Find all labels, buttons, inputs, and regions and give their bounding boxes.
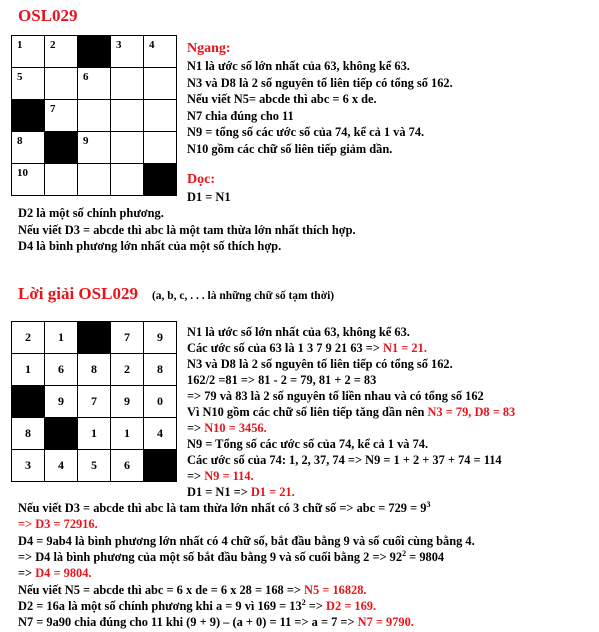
solution-header bbox=[18, 284, 334, 304]
grid-cell-black bbox=[144, 450, 177, 482]
solution-line bbox=[187, 468, 254, 484]
grid-cell bbox=[12, 132, 45, 164]
solution-answer: N5 = 16828. bbox=[304, 582, 367, 597]
solution-text-part: D2 = 16a là một số chính phương khi a = 9 vì 169 = 13 bbox=[18, 598, 302, 613]
solution-grid bbox=[11, 321, 177, 482]
grid-cell-black bbox=[78, 322, 111, 354]
grid-cell bbox=[12, 418, 45, 450]
grid-cell bbox=[78, 386, 111, 418]
solution-line bbox=[187, 372, 376, 388]
grid-cell bbox=[111, 322, 144, 354]
clue-line: D1 = N1 bbox=[187, 190, 231, 204]
grid-cell-black bbox=[144, 164, 177, 196]
solution-line bbox=[18, 598, 376, 614]
puzzle-title: OSL029 bbox=[18, 6, 78, 25]
solution-line bbox=[18, 582, 367, 598]
solution-answer: N7 = 9790. bbox=[357, 615, 414, 630]
solution-answer: D2 = 169. bbox=[326, 598, 377, 613]
solution-text-part: => bbox=[18, 566, 36, 581]
cell-number: 8 bbox=[17, 135, 23, 147]
cell-digit: 7 bbox=[91, 394, 97, 408]
grid-cell bbox=[144, 354, 177, 386]
solution-line bbox=[187, 356, 453, 372]
grid-cell bbox=[78, 100, 111, 132]
solution-text-part: = 9804 bbox=[406, 549, 445, 564]
cell-digit: 9 bbox=[157, 330, 163, 344]
solution-line bbox=[18, 549, 444, 565]
solution-line bbox=[187, 388, 484, 404]
solution-line bbox=[187, 484, 295, 500]
cell-digit: 9 bbox=[58, 394, 64, 408]
cell-digit: 7 bbox=[124, 330, 130, 344]
grid-row bbox=[12, 132, 177, 164]
clue-line: Nếu viết N5= abcde thì abc = 6 x de. bbox=[187, 92, 377, 106]
grid-row bbox=[12, 36, 177, 68]
superscript: 2 bbox=[301, 597, 306, 607]
grid-row bbox=[12, 386, 177, 418]
cell-number: 2 bbox=[50, 39, 56, 51]
solution-text-part: N3 và D8 là 2 số nguyên tố liên tiếp có tổng số 162. bbox=[187, 357, 453, 371]
cell-digit: 4 bbox=[157, 426, 163, 440]
grid-cell bbox=[111, 386, 144, 418]
solution-text-part: D4 = 9ab4 là bình phương lớn nhất có 4 chữ số, bắt đầu bằng 9 và số cuối cùng bằng 4. bbox=[18, 533, 475, 548]
solution-answer: N3 = 79, D8 = 83 bbox=[427, 405, 516, 419]
grid-cell bbox=[111, 68, 144, 100]
solution-text-part: Nếu viết N5 = abcde thì abc = 6 x de = 6 x 28 = 168 => bbox=[18, 582, 305, 597]
grid-cell bbox=[78, 354, 111, 386]
cell-number: 7 bbox=[50, 103, 56, 115]
solution-line bbox=[187, 340, 427, 356]
grid-cell bbox=[144, 322, 177, 354]
solution-text-part: => bbox=[187, 421, 205, 435]
solution-text-part: => bbox=[305, 598, 327, 613]
grid-cell-black bbox=[45, 418, 78, 450]
solution-line bbox=[18, 565, 92, 581]
cell-number: 4 bbox=[149, 39, 155, 51]
solution-text-part: N7 = 9a90 chia đúng cho 11 khi (9 + 9) – (a + 0) = 11 => a = 7 => bbox=[18, 615, 358, 630]
cell-digit: 2 bbox=[25, 330, 31, 344]
solution-text-part: Nếu viết D3 = abcde thì abc là tam thừa lớn nhất có 3 chữ số => abc = 729 = 9 bbox=[18, 501, 427, 515]
grid-row bbox=[12, 68, 177, 100]
grid-row bbox=[12, 418, 177, 450]
solution-text-part: N1 là ước số lớn nhất của 63, không kể 63. bbox=[187, 325, 410, 339]
grid-cell bbox=[45, 354, 78, 386]
grid-cell bbox=[78, 450, 111, 482]
cell-number: 5 bbox=[17, 71, 23, 83]
solution-text-part: Các ước số của 74: 1, 2, 37, 74 => N9 = 1 + 2 + 37 + 74 = 114 bbox=[187, 453, 502, 467]
cell-digit: 8 bbox=[25, 426, 31, 440]
solution-note: (a, b, c, . . . là những chữ số tạm thời) bbox=[151, 290, 335, 302]
grid-cell bbox=[12, 322, 45, 354]
clue-line: N7 chia đúng cho 11 bbox=[187, 108, 294, 123]
cell-number: 6 bbox=[83, 71, 89, 83]
solution-line bbox=[18, 614, 414, 630]
solution-line bbox=[187, 452, 502, 468]
grid-cell bbox=[111, 100, 144, 132]
grid-row bbox=[12, 164, 177, 196]
cell-digit: 5 bbox=[91, 458, 97, 472]
grid-cell bbox=[78, 418, 111, 450]
grid-cell bbox=[45, 100, 78, 132]
grid-cell bbox=[144, 68, 177, 100]
solution-text-part: => D4 là bình phương của một số bắt đầu bằng 9 và số cuối bằng 2 => 92 bbox=[18, 549, 403, 564]
cell-digit: 6 bbox=[58, 362, 64, 376]
clue-line: N9 = tổng số các ước số của 74, kể cả 1 và 74. bbox=[187, 125, 425, 139]
superscript: 2 bbox=[402, 548, 407, 558]
solution-answer: N10 = 3456. bbox=[204, 421, 267, 435]
solution-text-part: => bbox=[187, 469, 205, 483]
grid-cell bbox=[12, 164, 45, 196]
grid-cell bbox=[144, 36, 177, 68]
clue-line: N3 và D8 là 2 số nguyên tố liên tiếp có tổng số 162. bbox=[187, 75, 453, 90]
solution-text-part: 162/2 =81 => 81 - 2 = 79, 81 + 2 = 83 bbox=[187, 373, 377, 387]
solution-text-part: Vì N10 gồm các chữ số liên tiếp tăng dần nên bbox=[187, 405, 428, 419]
down-heading: Dọc: bbox=[187, 172, 215, 187]
cell-digit: 4 bbox=[58, 458, 64, 472]
solution-line bbox=[18, 533, 475, 549]
grid-cell bbox=[144, 132, 177, 164]
grid-cell bbox=[144, 418, 177, 450]
cell-number: 10 bbox=[17, 167, 28, 179]
clue-line: D4 là bình phương lớn nhất của một số thích hợp. bbox=[18, 239, 282, 253]
solution-line bbox=[18, 516, 98, 532]
grid-cell bbox=[111, 164, 144, 196]
grid-row bbox=[12, 354, 177, 386]
grid-cell bbox=[111, 354, 144, 386]
superscript: 3 bbox=[426, 499, 431, 509]
across-heading: Ngang: bbox=[187, 41, 231, 56]
grid-cell bbox=[144, 386, 177, 418]
grid-cell bbox=[45, 386, 78, 418]
cell-digit: 1 bbox=[91, 426, 97, 440]
grid-row bbox=[12, 100, 177, 132]
clue-line: D2 là một số chính phương. bbox=[18, 206, 164, 220]
grid-row bbox=[12, 450, 177, 482]
clue-line: N1 là ước số lớn nhất của 63, không kể 63. bbox=[187, 59, 410, 73]
solution-text-part: Các ước số của 63 là 1 3 7 9 21 63 => bbox=[187, 341, 384, 355]
grid-cell bbox=[45, 36, 78, 68]
grid-cell bbox=[78, 132, 111, 164]
grid-cell-black bbox=[12, 386, 45, 418]
grid-cell bbox=[111, 36, 144, 68]
clue-line: N10 gồm các chữ số liên tiếp giảm dần. bbox=[187, 141, 393, 156]
grid-cell-black bbox=[78, 36, 111, 68]
cell-digit: 1 bbox=[124, 426, 130, 440]
grid-cell bbox=[45, 450, 78, 482]
grid-cell bbox=[111, 418, 144, 450]
cell-digit: 8 bbox=[91, 362, 97, 376]
solution-text-part: N9 = Tổng số các ước số của 74, kể cả 1 và 74. bbox=[187, 437, 429, 451]
grid-cell bbox=[12, 450, 45, 482]
grid-cell bbox=[144, 100, 177, 132]
grid-cell bbox=[45, 164, 78, 196]
cell-number: 3 bbox=[116, 39, 122, 51]
cell-digit: 1 bbox=[25, 362, 31, 376]
grid-cell bbox=[111, 450, 144, 482]
solution-answer: D4 = 9804. bbox=[35, 566, 92, 581]
grid-cell bbox=[12, 68, 45, 100]
grid-cell-black bbox=[45, 132, 78, 164]
cell-number: 1 bbox=[17, 39, 23, 51]
solution-text-part: => 79 và 83 là 2 số nguyên tố liền nhau và có tổng số 162 bbox=[187, 389, 484, 403]
grid-cell bbox=[45, 68, 78, 100]
grid-cell bbox=[111, 132, 144, 164]
cell-digit: 8 bbox=[157, 362, 163, 376]
solution-line bbox=[187, 324, 410, 340]
cell-digit: 6 bbox=[124, 458, 130, 472]
grid-cell-black bbox=[12, 100, 45, 132]
solution-line bbox=[187, 436, 428, 452]
grid-cell bbox=[78, 68, 111, 100]
cell-digit: 3 bbox=[25, 458, 31, 472]
grid-cell bbox=[12, 354, 45, 386]
solution-line bbox=[187, 420, 267, 436]
cell-digit: 0 bbox=[157, 394, 163, 408]
grid-row bbox=[12, 322, 177, 354]
cell-digit: 2 bbox=[124, 362, 130, 376]
cell-digit: 9 bbox=[124, 394, 130, 408]
solution-title: Lời giải OSL029 bbox=[18, 284, 138, 303]
solution-line bbox=[18, 500, 430, 516]
solution-answer: N1 = 21. bbox=[383, 341, 427, 355]
solution-text-part: D1 = N1 => bbox=[187, 485, 251, 499]
cell-digit: 1 bbox=[58, 330, 64, 344]
grid-cell bbox=[45, 322, 78, 354]
cell-number: 9 bbox=[83, 135, 89, 147]
grid-cell bbox=[12, 36, 45, 68]
grid-cell bbox=[78, 164, 111, 196]
solution-answer: D1 = 21. bbox=[250, 485, 295, 499]
puzzle-grid bbox=[11, 35, 177, 196]
solution-line bbox=[187, 404, 515, 420]
solution-answer: => D3 = 72916. bbox=[18, 517, 98, 532]
clue-line: Nếu viết D3 = abcde thì abc là một tam thừa lớn nhất thích hợp. bbox=[18, 222, 356, 237]
solution-answer: N9 = 114. bbox=[204, 469, 254, 483]
